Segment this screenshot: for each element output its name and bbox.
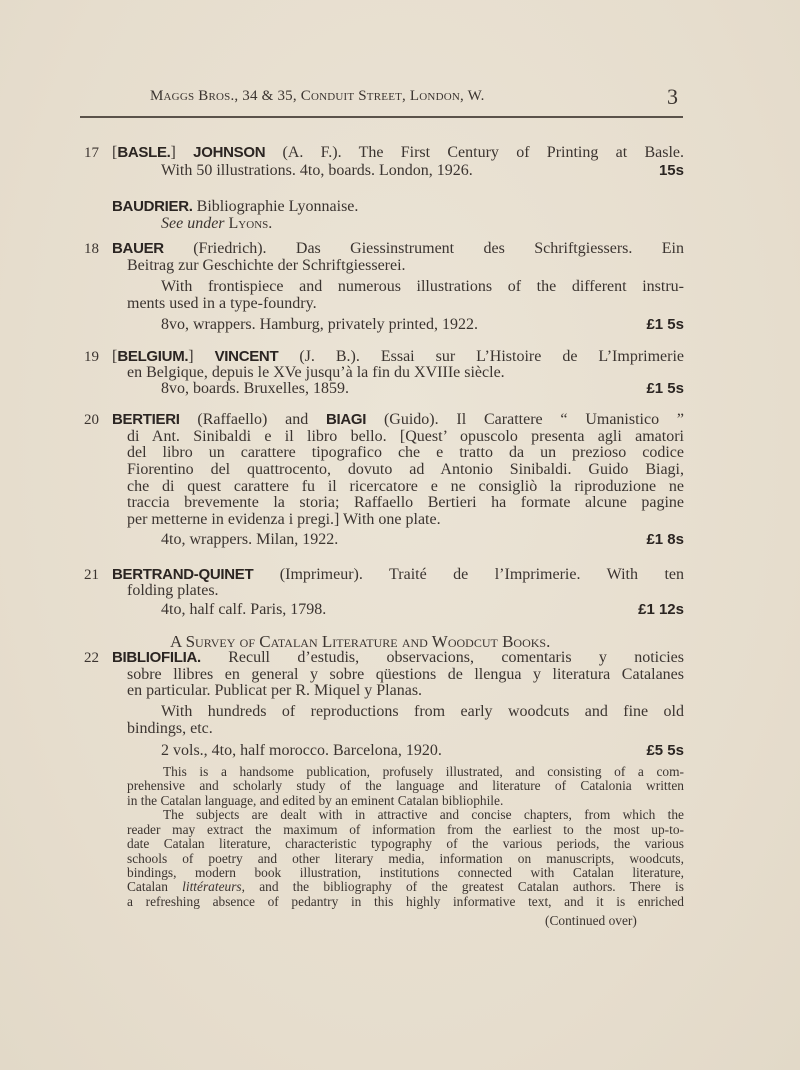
entry-text: del libro un carattere tipografico che e tratto da un prezioso codice [127,444,684,461]
entry-heading: BIAGI [326,411,367,428]
entry-heading: BAUER [112,240,164,257]
entry-line [161,278,684,296]
entry-text: en Belgique, depuis le XVe jusqu’à la fin du XVIIIe siècle. [127,364,505,381]
entry-text: (Continued over) [545,912,637,928]
entry-line [127,582,684,600]
entry-text: 4to, half calf. Paris, 1798. [161,601,327,618]
description-line [127,865,684,880]
entry-line [127,720,684,738]
italic-text: See under [161,215,225,232]
description-line [127,879,684,894]
entry-text: traccia brevemente la storia; Raffaello Bertieri ha formate alcune pagine [127,494,684,511]
entry-text: [ [112,348,118,365]
entry-line [161,380,684,398]
entry-text: Recull d’estudis, observacions, comentaris y noticies [200,649,684,666]
entry-text: folding plates. [127,582,219,599]
entry-line [161,601,684,619]
entry-text: 4to, wrappers. Milan, 1922. [161,531,339,548]
entry-text: ] [170,144,194,161]
entry-text: 2 vols., 4to, half morocco. Barcelona, 1920. [161,742,442,759]
entry-text: di Ant. Sinibaldi e il libro bello. [Quest’ opuscolo presenta agli amatori [127,428,684,445]
description-line [127,836,684,851]
entry-text: (Guido). Il Carattere “ Umanistico ” [366,411,684,428]
entry-text: schools of poetry and other literary media, information on manuscripts, woodcuts, [127,850,684,866]
running-header: Maggs Bros., 34 & 35, Conduit Street, London, W. [150,88,485,104]
entry-line [161,531,684,549]
entry-text: date Catalan literature, characteristic typography of the various periods, the various [127,835,684,851]
italic-text: littérateurs [182,878,242,894]
entry-line [127,494,684,512]
item-price: £1 5s [646,380,684,397]
entry-line [127,511,684,529]
entry-text: reader may extract the maximum of information from the earliest to the most up-to- [127,821,684,837]
entry-text: A Survey of Catalan Literature and Woodcut Books. [170,632,551,651]
entry-text: [ [112,144,118,161]
entry-line [112,649,684,667]
entry-heading: BAUDRIER. [112,198,193,215]
entry-line [161,316,684,334]
entry-line [127,682,684,700]
entry-text: en particular. Publicat per R. Miquel y Planas. [127,682,423,699]
entry-line [112,411,684,429]
item-number: 22 [84,650,99,666]
entry-text: bindings, modern book illustration, institutions connected with Catalan literature, [127,864,684,880]
entry-line [161,742,684,760]
entry-text: Lyons. [224,215,273,232]
entry-text: che di quest carattere fu il ricercatore e ne consigliò la riproduzione ne [127,478,684,495]
description-line [127,778,684,793]
entry-heading: BELGIUM. [117,348,189,365]
entry-heading: BERTIERI [112,411,180,428]
entry-text: Catalan [127,878,183,894]
entry-line [112,240,684,258]
entry-line [161,703,684,721]
entry-heading: BIBLIOFILIA. [112,649,201,666]
item-number: 19 [84,349,99,365]
entry-text: bindings, etc. [127,720,213,737]
entry-heading: VINCENT [214,348,279,365]
entry-text: ] [188,348,215,365]
entry-line [127,257,684,275]
entry-text: 8vo, boards. Bruxelles, 1859. [161,380,349,397]
description-line [545,913,684,928]
item-number: 21 [84,567,99,583]
entry-text: Beitrag zur Geschichte der Schriftgiesserei. [127,257,406,274]
item-price: £1 12s [638,601,684,618]
item-price: 15s [658,162,684,179]
description-line [163,807,684,822]
entry-text: ments used in a type-foundry. [127,295,317,312]
description-line [127,851,684,866]
entry-text: This is a handsome publication, profusely illustrated, and consisting of a com- [163,763,684,779]
entry-text: The subjects are dealt with in attractive and concise chapters, from which the [163,806,684,822]
page-number: 3 [667,84,678,109]
entry-text: (Friedrich). Das Giessinstrument des Schriftgiessers. Ein [163,240,684,257]
item-price: £5 5s [646,742,684,759]
header-rule [80,116,683,118]
entry-text: (Imprimeur). Traité de l’Imprimerie. With ten [253,566,684,583]
entry-text: Fiorentino del quattrocento, dovuto ad Antonio Sinibaldi. Guido Biagi, [127,461,684,478]
item-price: £1 5s [646,316,684,333]
item-price: £1 8s [646,531,684,548]
entry-line [127,295,684,313]
entry-heading: BERTRAND-QUINET [112,566,254,583]
entry-line [112,144,684,162]
entry-text: Bibliographie Lyonnaise. [192,198,359,215]
entry-line [127,461,684,479]
description-line [127,894,684,909]
entry-line [161,162,684,180]
entry-text: (J. B.). Essai sur L’Histoire de L’Imprimerie [278,348,685,365]
description-line [127,793,684,808]
entry-heading: JOHNSON [193,144,266,161]
entry-text: With hundreds of reproductions from early woodcuts and fine old [161,703,684,720]
item-number: 18 [84,241,99,257]
entry-text: in the Catalan language, and edited by an eminent Catalan bibliophile. [127,792,504,808]
entry-text: With frontispiece and numerous illustrations of the different instru- [161,278,684,295]
description-line [127,822,684,837]
entry-text: With 50 illustrations. 4to, boards. London, 1926. [161,162,473,179]
entry-line [112,198,684,216]
item-number: 20 [84,412,99,428]
entry-text: (Raffaello) and [179,411,326,428]
entry-text: 8vo, wrappers. Hamburg, privately printed, 1922. [161,316,478,333]
entry-heading: BASLE. [117,144,171,161]
entry-line [127,444,684,462]
entry-text: a refreshing absence of pedantry in this highly informative text, and it is enriched [127,893,684,909]
entry-text: (A. F.). The First Century of Printing at Basle. [265,144,684,161]
entry-text: sobre llibres en general y sobre qüestions de llengua y literatura Catalanes [127,666,684,683]
description-line [163,764,684,779]
entry-text: prehensive and scholarly study of the language and literature of Catalonia written [127,777,684,793]
item-number: 17 [84,145,99,161]
entry-line [161,215,684,233]
entry-text: per metterne in evidenza i pregi.] With one plate. [127,511,441,528]
entry-text: , and the bibliography of the greatest Catalan authors. There is [241,878,684,894]
